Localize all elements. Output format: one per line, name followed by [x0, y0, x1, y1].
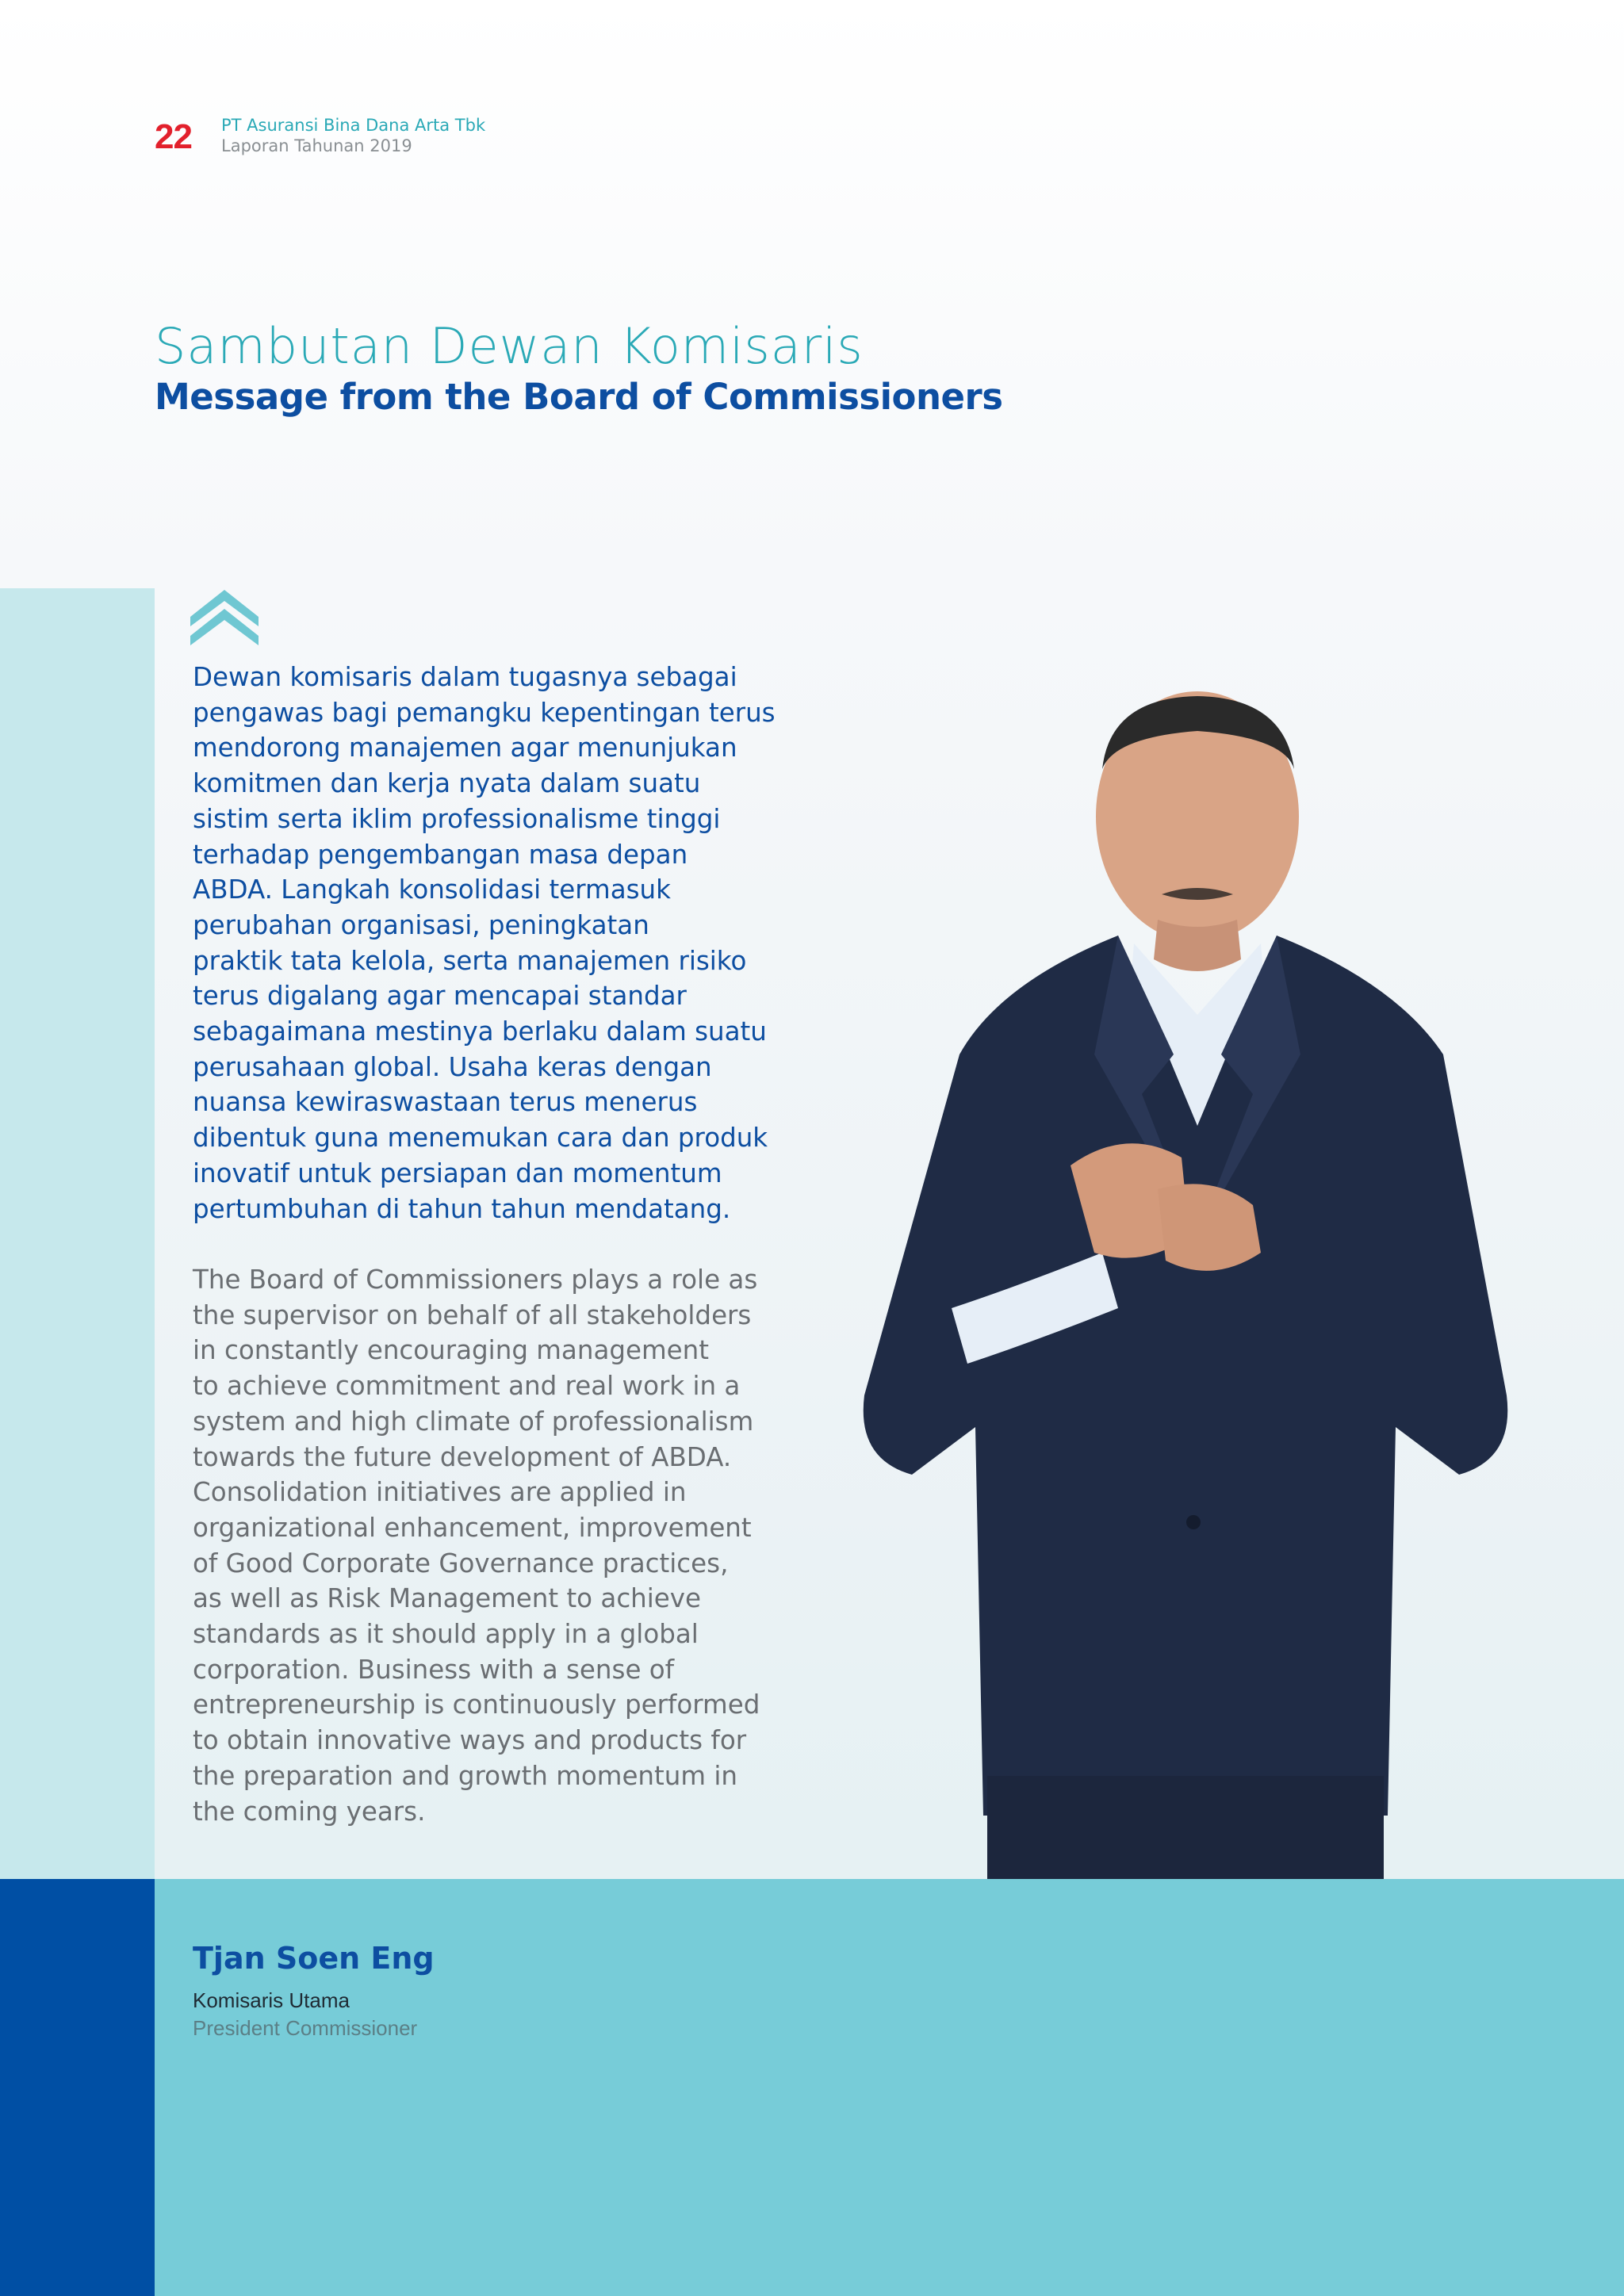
message-indonesian: Dewan komisaris dalam tugasnya sebagai pengawas bagi pemangku kepentingan terus mendorong manajemen agar menunjukan komitmen dan kerja nyata dalam suatu sistim serta iklim professionalisme tinggi terhadap pengembangan masa depan ABDA. Langkah konsolidasi termasuk perubahan organisasi, peningkatan praktik tata kelola, serta manajemen risiko terus digalang agar mencapai standar sebagaimana mestinya berlaku dalam suatu perusahaan global. Usaha keras dengan nuansa kewiraswastaan terus menerus dibentuk guna menemukan cara dan produk inovatif untuk persiapan dan momentum pertumbuhan di tahun tahun mendatang. [193, 662, 776, 1224]
commissioner-role-english: President Commissioner [193, 2016, 418, 2040]
report-title: Laporan Tahunan 2019 [221, 136, 412, 155]
commissioner-name: Tjan Soen Eng [193, 1941, 435, 1976]
company-name: PT Asuransi Bina Dana Arta Tbk [221, 116, 486, 135]
page-number: 22 [155, 117, 192, 156]
page-title-english: Message from the Board of Commissioners [155, 376, 1003, 418]
side-accent-strip [0, 588, 155, 1879]
footer-blue-block [0, 1879, 155, 2296]
double-chevron-up-icon [190, 587, 259, 645]
commissioner-portrait [841, 682, 1522, 1879]
page-title-indonesian: Sambutan Dewan Komisaris [155, 317, 864, 375]
commissioner-role-indonesian: Komisaris Utama [193, 1988, 350, 2012]
message-english: The Board of Commissioners plays a role as the supervisor on behalf of all stakeholders in constantly encouraging management to achieve commitment and real work in a system and high climate of professionalism towards the future development of ABDA. Consolidation initiatives are applied in organizational enhancement, improvement of Good Corporate Governance practices, as well as Risk Management to achieve standards as it should apply in a global corporation. Business with a sense of entrepreneurship is continuously performed to obtain innovative ways and products for the preparation and growth momentum in the coming years. [193, 1265, 760, 1827]
